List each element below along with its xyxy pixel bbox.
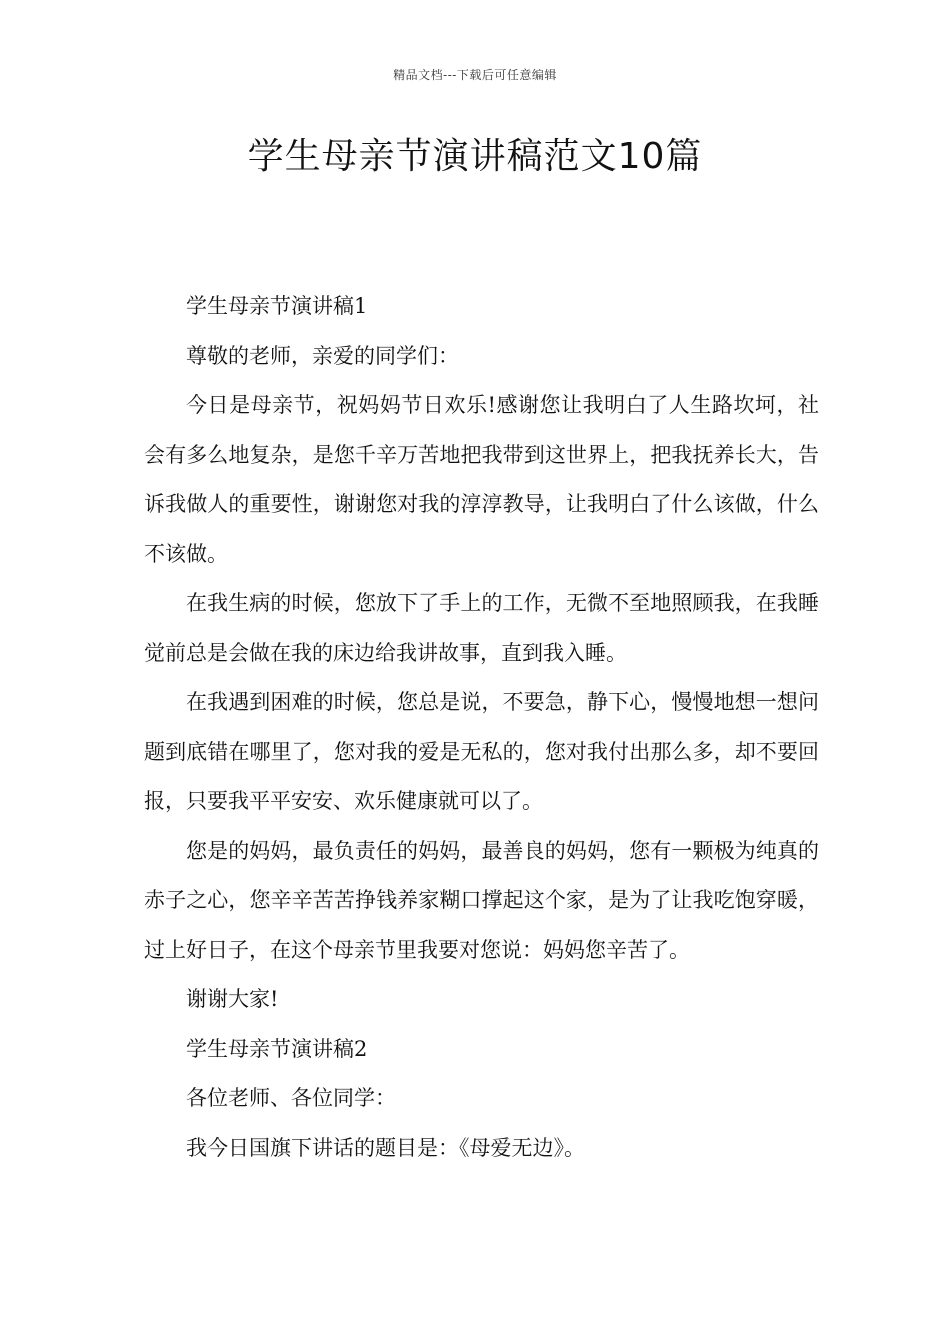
paragraph: 在我生病的时候，您放下了手上的工作，无微不至地照顾我，在我睡觉前总是会做在我的床边给我讲故事，直到我入睡。 bbox=[144, 591, 819, 665]
paragraph: 您是的妈妈，最负责任的妈妈，最善良的妈妈，您有一颗极为纯真的赤子之心，您辛辛苦苦挣钱养家糊口撑起这个家，是为了让我吃饱穿暖，过上好日子，在这个母亲节里我要对您说：妈妈您辛苦了。 bbox=[144, 838, 819, 962]
paragraph: 在我遇到困难的时候，您总是说，不要急，静下心，慢慢地想一想问题到底错在哪里了，您对我的爱是无私的，您对我付出那么多，却不要回报，只要我平平安安、欢乐健康就可以了。 bbox=[144, 690, 819, 813]
salutation-2: 各位老师、各位同学： bbox=[186, 1086, 396, 1110]
document-body bbox=[144, 282, 819, 1173]
speech-heading-2: 学生母亲节演讲稿2 bbox=[186, 1036, 368, 1061]
header-note: 精品文档---下载后可任意编辑 bbox=[393, 68, 557, 82]
document-title: 学生母亲节演讲稿范文10篇 bbox=[247, 136, 703, 177]
paragraph: 我今日国旗下讲话的题目是：《母爱无边》。 bbox=[186, 1135, 585, 1160]
speech-heading-1: 学生母亲节演讲稿1 bbox=[186, 294, 368, 318]
closing-line: 谢谢大家! bbox=[186, 987, 279, 1011]
paragraph: 今日是母亲节，祝妈妈节日欢乐!感谢您让我明白了人生路坎坷，社会有多么地复杂，是您千辛万苦地把我带到这世界上，把我抚养长大，告诉我做人的重要性，谢谢您对我的淳淳教导，让我明白了什么该做，什么不该做。 bbox=[144, 393, 819, 566]
salutation-1: 尊敬的老师，亲爱的同学们： bbox=[186, 343, 459, 368]
